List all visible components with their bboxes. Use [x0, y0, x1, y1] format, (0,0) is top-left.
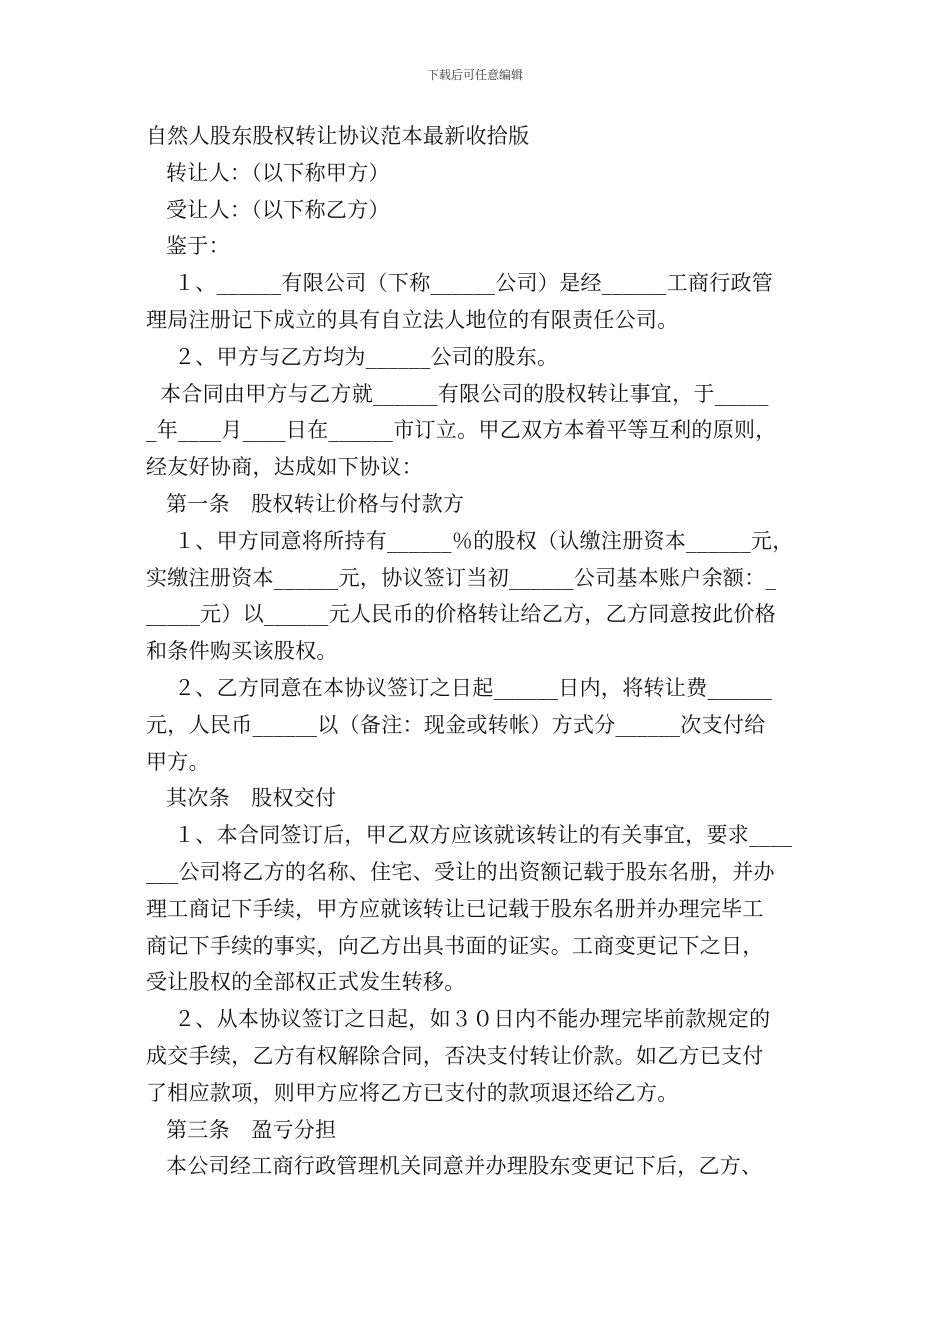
- paragraph-line: １、______有限公司（下称______公司）是经______工商行政管: [174, 271, 774, 296]
- paragraph-line: １、本合同签订后，甲乙双方应该就该转让的有关事宜，要求____: [174, 823, 793, 848]
- paragraph-line: 理工商记下手续，甲方应就该转让已记载于股东名册并办理完毕工: [146, 896, 764, 921]
- document-body: [146, 118, 808, 1185]
- paragraph-line: 元，人民币______以（备注：现金或转帐）方式分______次支付给: [146, 712, 766, 737]
- paragraph-line: 了相应款项，则甲方应将乙方已支付的款项退还给乙方。: [146, 1080, 679, 1105]
- article-heading: 第三条 盈亏分担: [166, 1117, 337, 1142]
- paragraph-line: ２、从本协议签订之日起，如３０日内不能办理完毕前款规定的: [174, 1007, 771, 1032]
- transferor-line: 转让人：（以下称甲方）: [166, 160, 390, 185]
- paragraph-line: 受让股权的全部权正式发生转移。: [146, 970, 466, 995]
- paragraph-line: ２、乙方同意在本协议签订之日起______日内，将转让费______: [174, 675, 773, 700]
- paragraph-line: _____元）以______元人民币的价格转让给乙方，乙方同意按此价格: [146, 602, 776, 627]
- paragraph-line: 甲方。: [146, 749, 210, 774]
- article-heading: 第一条 股权转让价格与付款方: [166, 491, 465, 516]
- paragraph-line: _年____月____日在______市订立。甲乙双方本着平等互利的原则，: [146, 418, 777, 443]
- paragraph-line: 商记下手续的事实，向乙方出具书面的证实。工商变更记下之日，: [146, 933, 764, 958]
- paragraph-line: ２、甲方与乙方均为______公司的股东。: [174, 344, 559, 369]
- paragraph-line: １、甲方同意将所持有______％的股权（认缴注册资本______元，: [174, 528, 794, 553]
- paragraph-line: ___公司将乙方的名称、住宅、受让的出资额记载于股东名册，并办: [146, 859, 775, 884]
- paragraph-line: 本公司经工商行政管理机关同意并办理股东变更记下后，乙方、: [166, 1154, 763, 1179]
- paragraph-line: 经友好协商，达成如下协议：: [146, 455, 423, 480]
- article-heading: 其次条 股权交付: [166, 786, 337, 811]
- document-title: 自然人股东股权转让协议范本最新收拾版: [146, 124, 530, 148]
- whereas-heading: 鉴于：: [166, 234, 230, 259]
- paragraph-line: 本合同由甲方与乙方就______有限公司的股权转让事宜，于_____: [160, 381, 769, 406]
- paragraph-line: 和条件购买该股权。: [146, 639, 338, 664]
- paragraph-line: 理局注册记下成立的具有自立法人地位的有限责任公司。: [146, 307, 679, 332]
- paragraph-line: 成交手续，乙方有权解除合同，否决支付转让价款。如乙方已支付: [146, 1043, 764, 1068]
- transferee-line: 受让人：（以下称乙方）: [166, 197, 390, 222]
- page-header-note: 下载后可任意编辑: [426, 68, 523, 82]
- paragraph-line: 实缴注册资本______元，协议签订当初______公司基本账户余额：_: [146, 565, 777, 590]
